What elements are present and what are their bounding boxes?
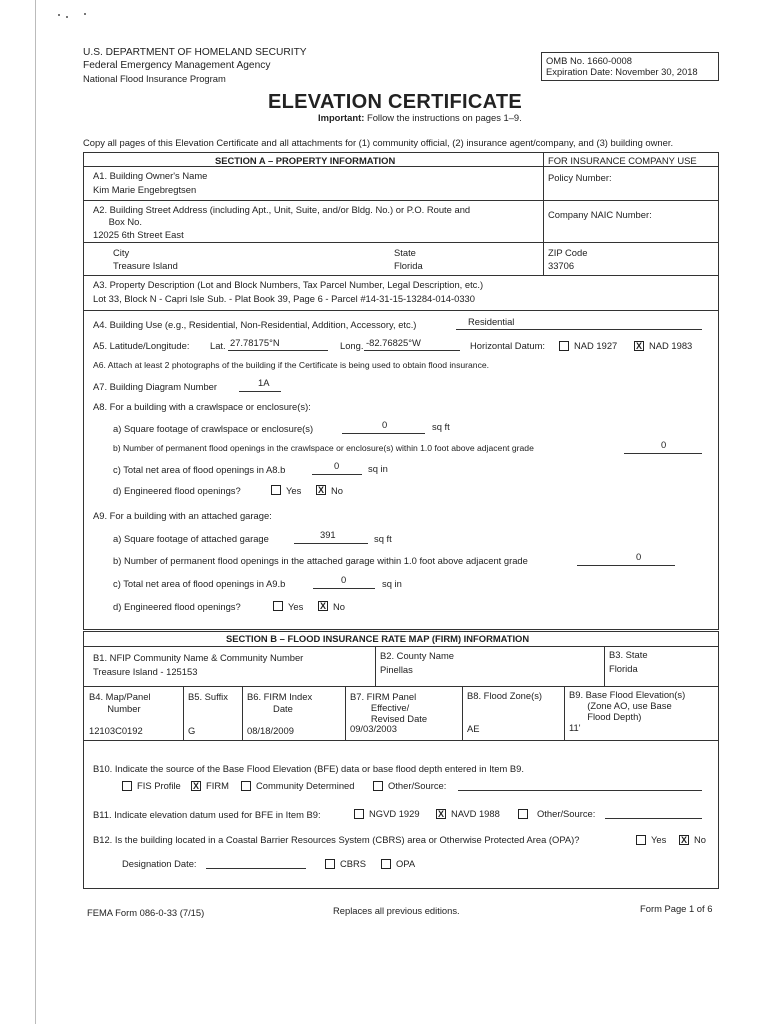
agency-name: Federal Emergency Management Agency xyxy=(83,60,271,71)
b-divider xyxy=(183,686,184,740)
a5-label: A5. Latitude/Longitude: xyxy=(93,340,190,351)
a8d-yes-checkbox[interactable] xyxy=(271,485,281,495)
a8c-label: c) Total net area of flood openings in A8.b xyxy=(113,464,286,475)
a8c-value: 0 xyxy=(334,460,340,471)
a9c-unit: sq in xyxy=(382,578,402,589)
zip-label: ZIP Code xyxy=(548,247,588,258)
nad1927-checkbox[interactable] xyxy=(559,341,569,351)
a3-label: A3. Property Description (Lot and Block Numbers, Tax Parcel Number, Legal Description, etc.) xyxy=(93,279,484,290)
a1-value: Kim Marie Engebregtsen xyxy=(93,184,197,195)
opa-label: OPA xyxy=(396,858,416,869)
a8d-label: d) Engineered flood openings? xyxy=(113,485,241,496)
community-determined-checkbox[interactable] xyxy=(241,781,251,791)
a9a-value: 391 xyxy=(320,529,336,540)
b-divider xyxy=(564,686,565,740)
b9-label: B9. Base Flood Elevation(s) (Zone AO, use Base Flood Depth) xyxy=(569,689,686,722)
community-determined-label: Community Determined xyxy=(256,780,355,791)
firm-label: FIRM xyxy=(206,780,229,791)
scan-speck xyxy=(66,16,68,18)
a9-label: A9. For a building with an attached garage: xyxy=(93,510,272,521)
rule xyxy=(83,310,718,311)
replaces-note: Replaces all previous editions. xyxy=(333,905,460,916)
instructions-note xyxy=(318,112,522,124)
b10-label: B10. Indicate the source of the Base Flood Elevation (BFE) data or base flood depth entered in Item B9. xyxy=(93,763,524,774)
b-divider xyxy=(345,686,346,740)
a8c-unit: sq in xyxy=(368,463,388,474)
b-divider xyxy=(242,686,243,740)
b2-label: B2. County Name xyxy=(380,650,454,661)
fis-profile-checkbox[interactable] xyxy=(122,781,132,791)
rule xyxy=(83,740,718,741)
b5-label: B5. Suffix xyxy=(188,691,228,702)
lat-value: 27.78175°N xyxy=(230,337,280,348)
rule xyxy=(83,275,718,276)
firm-checkbox[interactable]: X xyxy=(192,781,199,791)
b8-label: B8. Flood Zone(s) xyxy=(467,690,543,701)
a9a-label: a) Square footage of attached garage xyxy=(113,533,269,544)
a2-label: A2. Building Street Address (including Apt., Unit, Suite, and/or Bldg. No.) or P.O. Route and Box No. xyxy=(93,204,471,227)
expiration-date: Expiration Date: November 30, 2018 xyxy=(546,66,698,77)
a9c-label: c) Total net area of flood openings in A9.b xyxy=(113,578,286,589)
scan-speck xyxy=(84,13,86,15)
b9-value: 11' xyxy=(569,722,581,733)
navd-checkbox[interactable]: X xyxy=(437,809,444,819)
policy-number-label: Policy Number: xyxy=(548,172,612,183)
a7-value: 1A xyxy=(258,377,270,388)
b4-label: B4. Map/Panel Number xyxy=(89,691,151,714)
scan-edge-line xyxy=(35,0,36,1024)
a8b-label: b) Number of permanent flood openings in the crawlspace or enclosure(s) within 1.0 foot above adjacent grade xyxy=(113,443,534,453)
b12-label: B12. Is the building located in a Coastal Barrier Resources System (CBRS) area or Otherwise Protected Area (OPA)? xyxy=(93,834,580,845)
b1-value: Treasure Island - 125153 xyxy=(93,666,198,677)
b3-label: B3. State xyxy=(609,649,648,660)
a9c-value: 0 xyxy=(341,574,347,585)
zip-value: 33706 xyxy=(548,260,575,271)
a9d-label: d) Engineered flood openings? xyxy=(113,601,241,612)
b7-label: B7. FIRM Panel Effective/ Revised Date xyxy=(350,691,428,724)
other-source-field[interactable] xyxy=(458,778,702,791)
b1-label: B1. NFIP Community Name & Community Number xyxy=(93,652,304,663)
ngvd-checkbox[interactable] xyxy=(354,809,364,819)
a8-label: A8. For a building with a crawlspace or enclosure(s): xyxy=(93,401,311,412)
a1-label: A1. Building Owner's Name xyxy=(93,170,208,181)
fis-profile-label: FIS Profile xyxy=(137,780,181,791)
important-text: Follow the instructions on pages 1–9. xyxy=(366,112,522,123)
a8a-value: 0 xyxy=(382,419,388,430)
form-number: FEMA Form 086-0-33 (7/15) xyxy=(87,907,205,918)
designation-date-label: Designation Date: xyxy=(122,858,197,869)
lat-label: Lat. xyxy=(210,340,226,351)
b6-label: B6. FIRM Index Date xyxy=(247,691,313,714)
rule xyxy=(83,242,718,243)
state-label: State xyxy=(394,247,416,258)
nad1983-label: NAD 1983 xyxy=(649,340,693,351)
b5-value: G xyxy=(188,725,196,736)
a8d-yes-label: Yes xyxy=(286,485,302,496)
b11-other-label: Other/Source: xyxy=(537,808,596,819)
city-value: Treasure Island xyxy=(113,260,178,271)
a9b-value: 0 xyxy=(636,551,642,562)
b3-value: Florida xyxy=(609,663,638,674)
city-label: City xyxy=(113,247,130,258)
a9a-unit: sq ft xyxy=(374,533,392,544)
b12-yes-label: Yes xyxy=(651,834,667,845)
page-title: ELEVATION CERTIFICATE xyxy=(268,91,523,113)
cbrs-label: CBRS xyxy=(340,858,367,869)
b11-label: B11. Indicate elevation datum used for BFE in Item B9: xyxy=(93,809,321,820)
b12-no-label: No xyxy=(694,834,706,845)
a9b-label: b) Number of permanent flood openings in the attached garage within 1.0 foot above adjacent grade xyxy=(113,555,528,566)
copy-note: Copy all pages of this Elevation Certificate and all attachments for (1) community official, (2) insurance agent/company, and (3) building owner. xyxy=(83,137,674,148)
b7-value: 09/03/2003 xyxy=(350,723,397,734)
a9d-yes-label: Yes xyxy=(288,601,304,612)
b4-value: 12103C0192 xyxy=(89,725,143,736)
b2-value: Pinellas xyxy=(380,664,413,675)
important-label: Important: xyxy=(318,112,365,123)
a4-label: A4. Building Use (e.g., Residential, Non-Residential, Addition, Accessory, etc.) xyxy=(93,319,417,330)
long-value: -82.76825°W xyxy=(366,337,421,348)
dept-name: U.S. DEPARTMENT OF HOMELAND SECURITY xyxy=(83,47,307,58)
b-divider xyxy=(462,686,463,740)
b8-value: AE xyxy=(467,723,480,734)
insurance-divider xyxy=(543,152,544,275)
program-name: National Flood Insurance Program xyxy=(83,73,226,84)
state-value: Florida xyxy=(394,260,423,271)
insurance-header: FOR INSURANCE COMPANY USE xyxy=(548,155,697,166)
a7-label: A7. Building Diagram Number xyxy=(93,381,218,392)
b11-other-field[interactable] xyxy=(605,806,702,819)
datum-label: Horizontal Datum: xyxy=(470,340,546,351)
b12-yes-checkbox[interactable] xyxy=(636,835,646,845)
omb-number: OMB No. 1660-0008 xyxy=(546,55,632,66)
a8a-unit: sq ft xyxy=(432,421,450,432)
opa-checkbox[interactable] xyxy=(381,859,391,869)
b11-other-checkbox[interactable] xyxy=(518,809,528,819)
other-source-label: Other/Source: xyxy=(388,780,447,791)
a8b-value: 0 xyxy=(661,439,667,450)
long-label: Long. xyxy=(340,340,364,351)
b-divider xyxy=(375,646,376,686)
designation-date-field[interactable] xyxy=(206,856,306,869)
a2-value: 12025 6th Street East xyxy=(93,229,184,240)
section-b-header-rule xyxy=(83,646,718,647)
nad1983-checkbox[interactable]: X xyxy=(635,341,642,351)
nad1927-label: NAD 1927 xyxy=(574,340,618,351)
b6-value: 08/18/2009 xyxy=(247,725,294,736)
a8a-label: a) Square footage of crawlspace or enclosure(s) xyxy=(113,423,314,434)
section-b-title: SECTION B – FLOOD INSURANCE RATE MAP (FIRM) INFORMATION xyxy=(226,633,530,644)
a4-value: Residential xyxy=(468,316,515,327)
section-a-title: SECTION A – PROPERTY INFORMATION xyxy=(215,155,396,166)
a6-label: A6. Attach at least 2 photographs of the building if the Certificate is being used to obtain flood insurance. xyxy=(93,360,490,370)
navd-label: NAVD 1988 xyxy=(451,808,500,819)
b12-no-checkbox[interactable]: X xyxy=(680,835,687,845)
scan-speck xyxy=(58,14,60,16)
a3-value: Lot 33, Block N - Capri Isle Sub. - Plat Book 39, Page 6 - Parcel #14-31-15-13284-014-0330 xyxy=(93,293,475,304)
other-source-checkbox[interactable] xyxy=(373,781,383,791)
a8d-no-checkbox[interactable]: X xyxy=(317,485,324,495)
a9d-no-checkbox[interactable]: X xyxy=(319,601,326,611)
ngvd-label: NGVD 1929 xyxy=(369,808,420,819)
a8d-no-label: No xyxy=(331,485,343,496)
a9b-field[interactable] xyxy=(577,553,675,566)
a9d-yes-checkbox[interactable] xyxy=(273,601,283,611)
cbrs-checkbox[interactable] xyxy=(325,859,335,869)
rule xyxy=(83,686,718,687)
page-number: Form Page 1 of 6 xyxy=(640,903,713,914)
naic-label: Company NAIC Number: xyxy=(548,209,652,220)
a9d-no-label: No xyxy=(333,601,345,612)
b-divider xyxy=(604,646,605,686)
rule xyxy=(83,200,718,201)
